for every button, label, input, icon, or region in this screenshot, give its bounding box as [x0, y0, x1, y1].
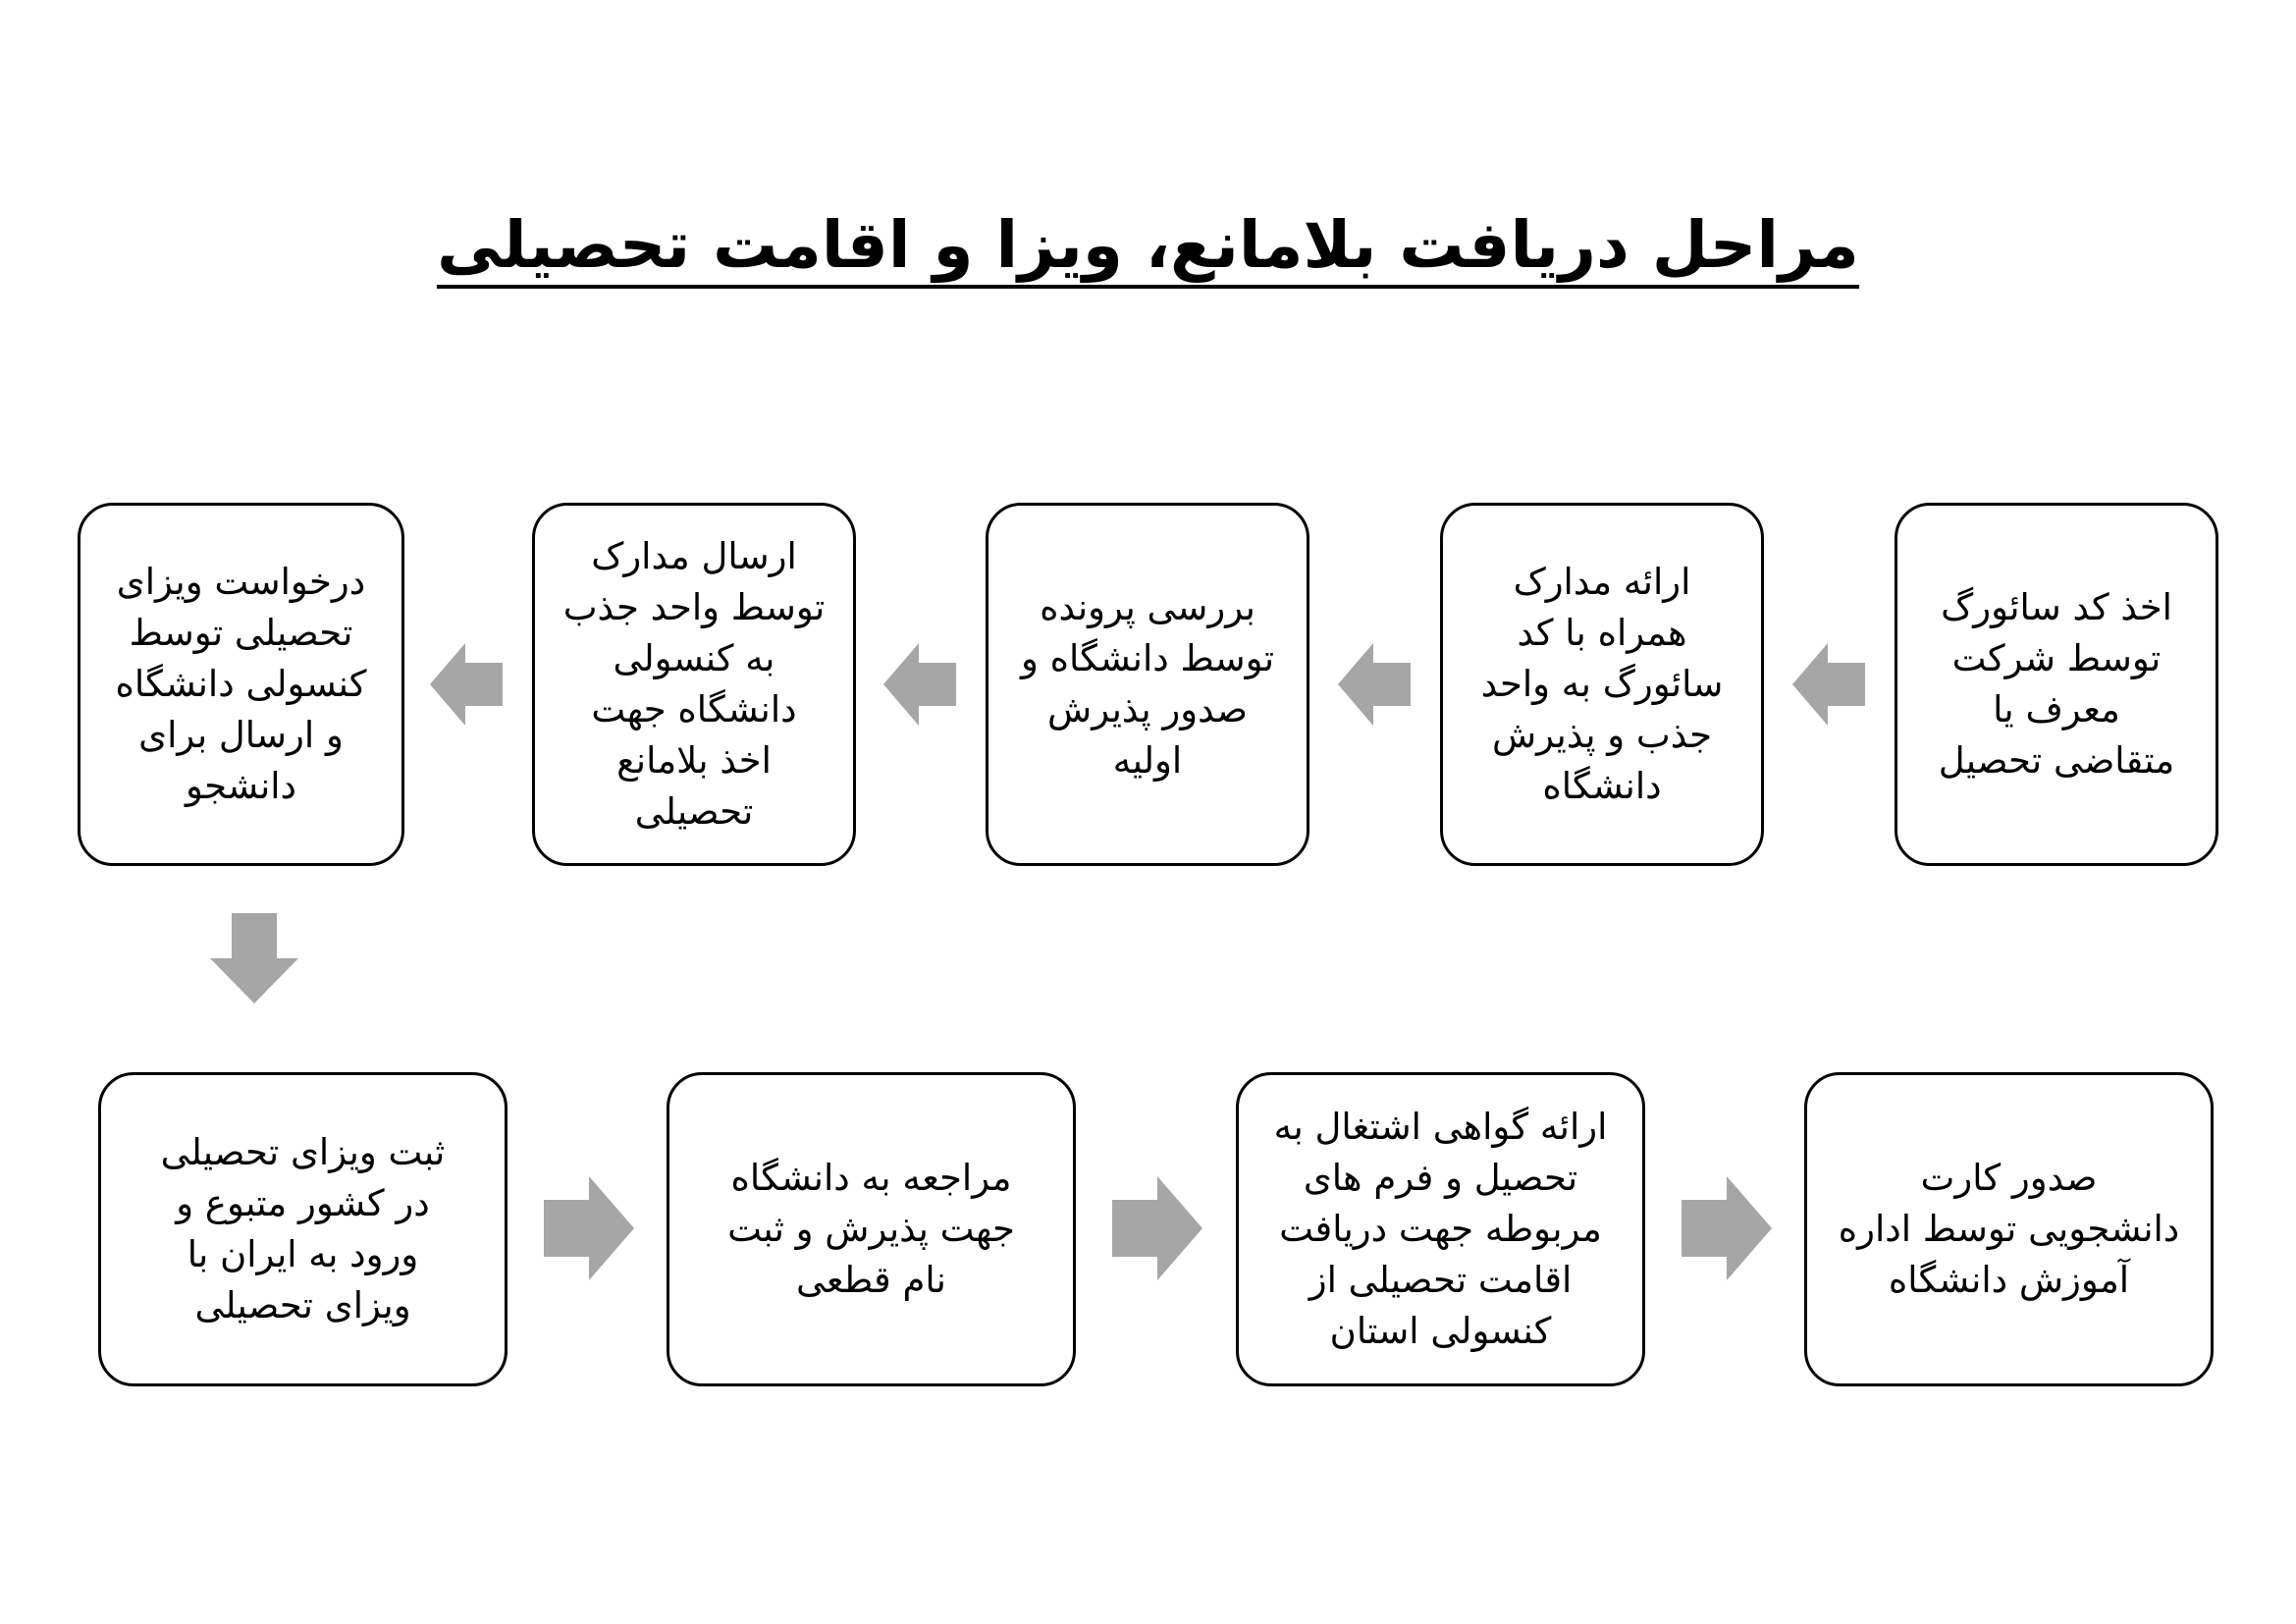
step-8-label: ارائه گواهی اشتغال به تحصیل و فرم های مربوطه جهت دریافت اقامت تحصیلی از کنسولی استان: [1273, 1106, 1608, 1352]
left-arrow-icon: [883, 643, 956, 726]
step-6-label: ثبت ویزای تحصیلی در کشور متبوع و ورود به ایران با ویزای تحصیلی: [160, 1131, 446, 1326]
step-2-label: ارائه مدارک همراه با کد سائورگ به واحد جذب و پذیرش دانشگاه: [1480, 561, 1724, 807]
step-7-label: مراجعه به دانشگاه جهت پذیرش و ثبت نام قطعی: [727, 1157, 1015, 1301]
step-box-5: [78, 503, 404, 866]
step-box-4: [532, 503, 856, 866]
diagram-title: [0, 201, 2296, 290]
left-arrow-icon: [1338, 643, 1411, 726]
step-box-8: [1236, 1072, 1645, 1386]
step-box-3: [986, 503, 1309, 866]
step-box-1: [1895, 503, 2218, 866]
step-3-label: بررسی پرونده توسط دانشگاه و صدور پذیرش اولیه: [1020, 586, 1275, 782]
step-5-label: درخواست ویزای تحصیلی توسط کنسولی دانشگاه و ارسال برای دانشجو: [115, 561, 367, 807]
step-9-label: صدور کارت دانشجویی توسط اداره آموزش دانشگاه: [1838, 1157, 2180, 1301]
title-text: مراحل دریافت بلامانع، ویزا و اقامت تحصیلی: [437, 207, 1859, 289]
left-arrow-icon: [430, 643, 503, 726]
left-arrow-icon: [1792, 643, 1865, 726]
step-box-6: [98, 1072, 507, 1386]
right-arrow-icon: [544, 1176, 634, 1280]
step-box-2: [1440, 503, 1764, 866]
step-box-7: [667, 1072, 1076, 1386]
step-4-label: ارسال مدارک توسط واحد جذب به کنسولی دانشگاه جهت اخذ بلامانع تحصیلی: [562, 535, 826, 833]
down-arrow-icon: [210, 913, 298, 1003]
right-arrow-icon: [1682, 1176, 1772, 1280]
right-arrow-icon: [1112, 1176, 1202, 1280]
step-box-9: [1804, 1072, 2214, 1386]
step-1-label: اخذ کد سائورگ توسط شرکت معرف یا متقاضی تحصیل: [1938, 586, 2175, 782]
